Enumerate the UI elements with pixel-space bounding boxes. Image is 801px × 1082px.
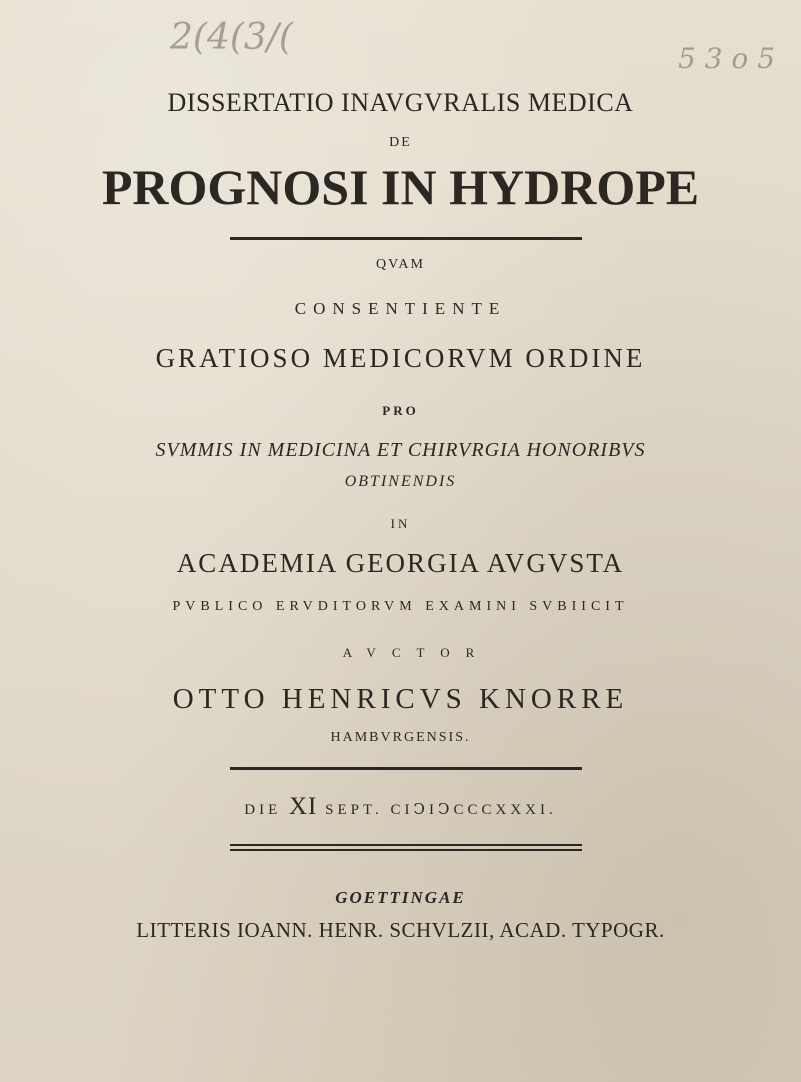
academy-line: ACADEMIA GEORGIA AVGVSTA xyxy=(176,548,625,578)
quam-word: QVAM xyxy=(376,257,425,272)
divider-rule xyxy=(230,767,582,770)
de-word: DE xyxy=(389,135,412,150)
consentiente-line: CONSENTIENTE xyxy=(294,299,507,318)
imprint-place: GOETTINGAE xyxy=(335,888,466,907)
date-rest: SEPT. CIↃIↃCCCXXXI. xyxy=(325,802,557,818)
in-word: IN xyxy=(390,516,411,531)
handwritten-shelfmark: 2(4(3/( xyxy=(170,17,293,58)
auctor-word: AVCTOR xyxy=(342,645,491,660)
examination-line: PVBLICO ERVDITORVM EXAMINI SVBIICIT xyxy=(172,599,629,614)
author-name: OTTO HENRICVS KNORRE xyxy=(172,683,629,715)
honors-line: SVMMIS IN MEDICINA ET CHIRVRGIA HONORIBVS xyxy=(155,439,646,461)
ordo-line: GRATIOSO MEDICORVM ORDINE xyxy=(155,343,646,373)
imprint-printer: LITTERIS IOANN. HENR. SCHVLZII, ACAD. TYPOGR. xyxy=(136,918,665,942)
double-divider-rule xyxy=(230,844,582,846)
main-title: PROGNOSI IN HYDROPE xyxy=(101,159,700,215)
obtinendis-line: OBTINENDIS xyxy=(344,473,457,490)
date-die: DIE xyxy=(244,802,282,818)
handwritten-number: 5 3 o 5 xyxy=(678,42,776,75)
dissertation-heading: DISSERTATIO INAVGVRALIS MEDICA xyxy=(167,88,634,117)
author-origin: HAMBVRGENSIS. xyxy=(330,730,471,745)
date-line xyxy=(0,794,801,819)
divider-rule xyxy=(230,237,582,240)
date-day: XI xyxy=(289,793,318,820)
pro-word: PRO xyxy=(382,403,419,418)
